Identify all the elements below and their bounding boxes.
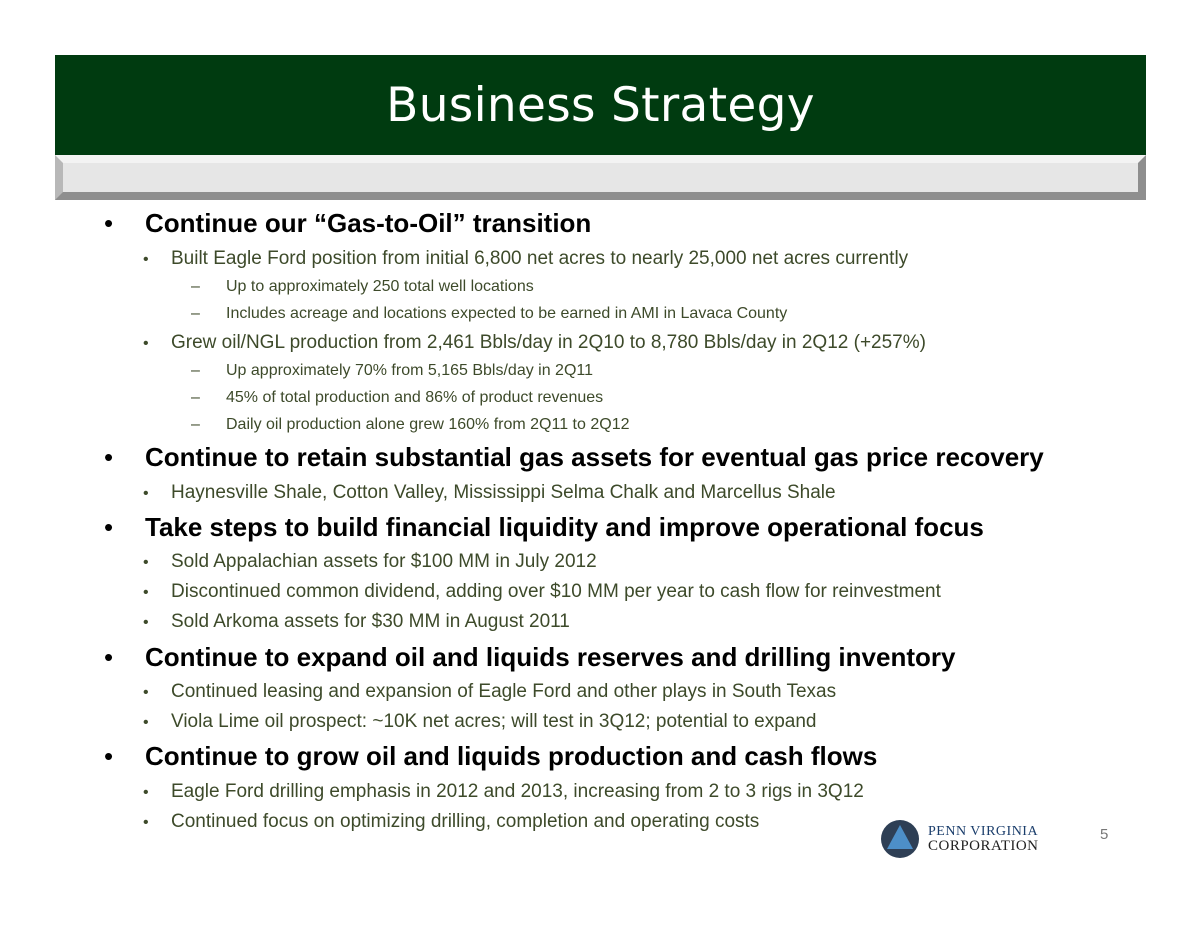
triangle-logo-icon: [880, 819, 920, 859]
logo-line1: PENN VIRGINIA: [928, 824, 1039, 839]
bullet-icon: •: [104, 512, 114, 542]
bullet-icon: •: [143, 684, 149, 701]
bullet-icon: •: [104, 642, 114, 672]
dash-icon: –: [191, 389, 200, 406]
bullet-icon: •: [143, 554, 149, 571]
bullet-icon: •: [143, 335, 149, 352]
list-item: • Discontinued common dividend, adding over $10 MM per year to cash flow for reinvestment: [143, 581, 941, 602]
section-heading: • Continue to grow oil and liquids production and cash flows: [104, 741, 878, 771]
bullet-icon: •: [143, 714, 149, 731]
sub-item: – Daily oil production alone grew 160% from 2Q11 to 2Q12: [191, 416, 630, 433]
dash-icon: –: [191, 278, 200, 295]
bullet-icon: •: [143, 614, 149, 631]
list-item: • Continued focus on optimizing drilling, completion and operating costs: [143, 811, 760, 832]
section-heading: • Continue our “Gas-to-Oil” transition: [104, 208, 592, 238]
bullet-icon: •: [143, 784, 149, 801]
sub-item: – Up to approximately 250 total well locations: [191, 278, 534, 295]
list-item: • Haynesville Shale, Cotton Valley, Mississippi Selma Chalk and Marcellus Shale: [143, 482, 836, 503]
list-item: • Continued leasing and expansion of Eagle Ford and other plays in South Texas: [143, 681, 837, 702]
sub-item: – Up approximately 70% from 5,165 Bbls/day in 2Q11: [191, 362, 594, 379]
logo-line2: CORPORATION: [928, 838, 1039, 854]
slide-title: Business Strategy: [386, 77, 815, 133]
list-item: • Eagle Ford drilling emphasis in 2012 and 2013, increasing from 2 to 3 rigs in 3Q12: [143, 781, 864, 802]
bullet-icon: •: [104, 208, 114, 238]
section-heading: • Continue to expand oil and liquids reserves and drilling inventory: [104, 642, 956, 672]
section-heading: • Continue to retain substantial gas assets for eventual gas price recovery: [104, 442, 1044, 472]
bullet-icon: •: [104, 741, 114, 771]
bullet-icon: •: [143, 485, 149, 502]
list-item: • Sold Arkoma assets for $30 MM in August 2011: [143, 611, 570, 632]
list-item: • Grew oil/NGL production from 2,461 Bbls/day in 2Q10 to 8,780 Bbls/day in 2Q12 (+257%): [143, 332, 926, 353]
sub-item: – 45% of total production and 86% of product revenues: [191, 389, 604, 406]
section-heading: • Take steps to build financial liquidity and improve operational focus: [104, 512, 984, 542]
bullet-icon: •: [143, 251, 149, 268]
dash-icon: –: [191, 305, 200, 322]
list-item: • Built Eagle Ford position from initial 6,800 net acres to nearly 25,000 net acres currently: [143, 248, 909, 269]
page-number: 5: [1100, 826, 1109, 843]
list-item: • Sold Appalachian assets for $100 MM in July 2012: [143, 551, 597, 572]
bullet-icon: •: [104, 442, 114, 472]
sub-item: – Includes acreage and locations expected to be earned in AMI in Lavaca County: [191, 305, 788, 322]
bullet-icon: •: [143, 814, 149, 831]
bullet-icon: •: [143, 584, 149, 601]
dash-icon: –: [191, 416, 200, 433]
company-logo: [880, 818, 1039, 860]
dash-icon: –: [191, 362, 200, 379]
list-item: • Viola Lime oil prospect: ~10K net acres; will test in 3Q12; potential to expand: [143, 711, 817, 732]
